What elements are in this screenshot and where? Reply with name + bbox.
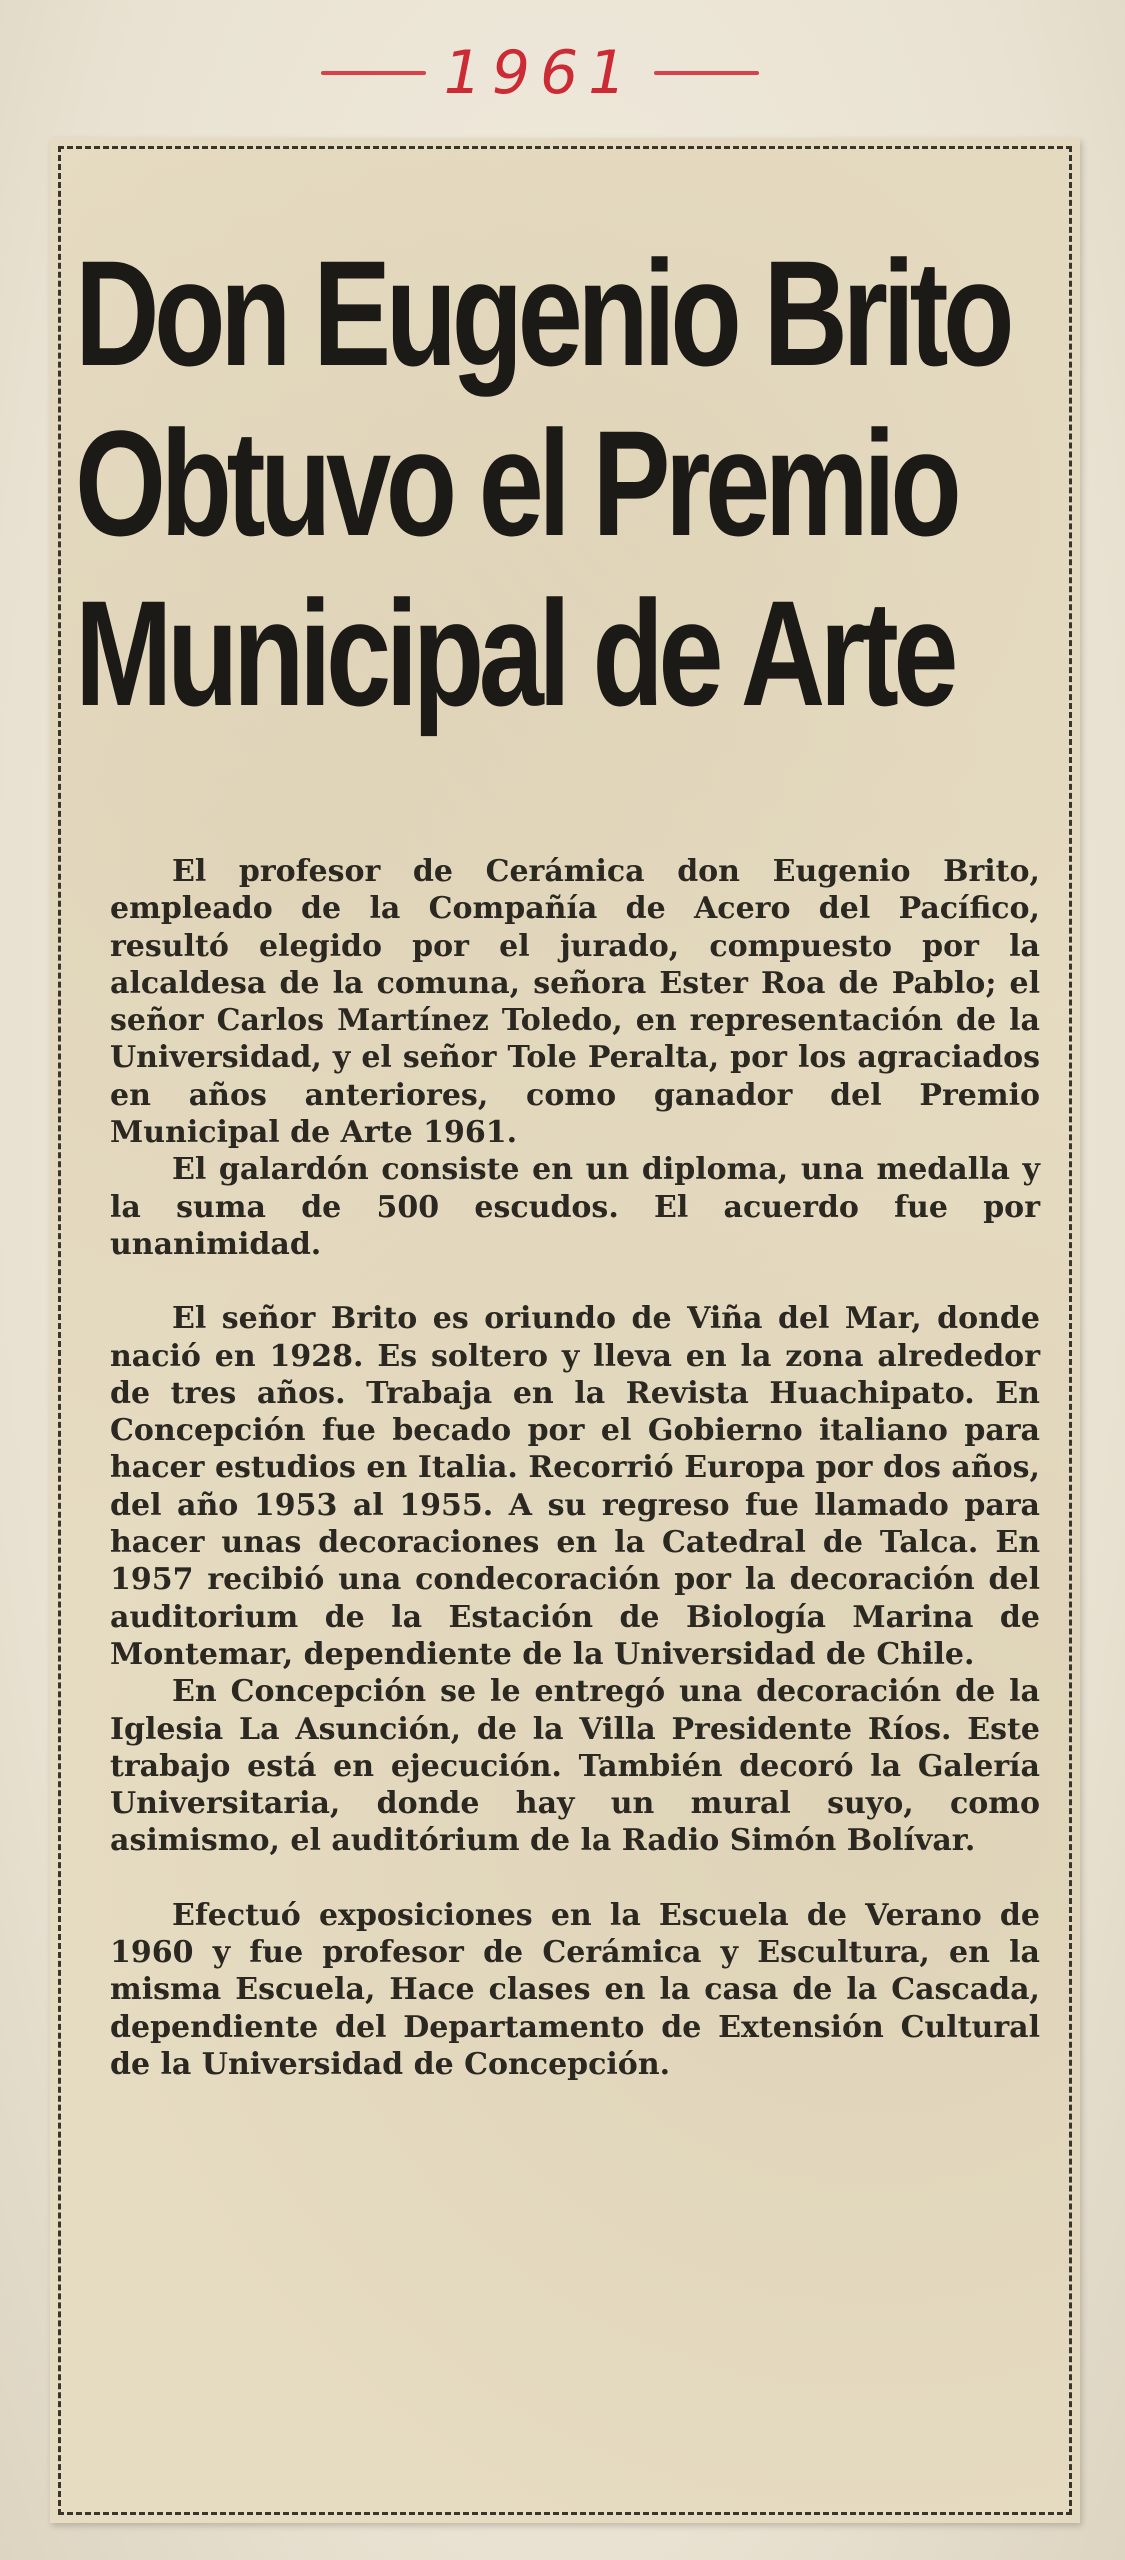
article-paragraph: En Concepción se le entregó una decoración de la Iglesia La Asunción, de la Villa Presidente Ríos. Este trabajo está en ejecución. También decoró la Galería Universitaria, donde hay un mural suyo, como asimismo, el auditórium de la Radio Simón Bolívar. [110, 1674, 1040, 1859]
headline-line-3: Municipal de Arte [75, 569, 953, 737]
year-text: 1961 [443, 38, 637, 108]
headline-line-2: Obtuvo el Premio [75, 399, 957, 567]
article-paragraph: El señor Brito es oriundo de Viña del Mar, donde nació en 1928. Es soltero y lleva en la zona alrededor de tres años. Trabaja en la Revista Huachipato. En Concepción fue becado por el Gobierno italiano para hacer estudios en Italia. Recorrió Europa por dos años, del año 1953 al 1955. A su regreso fue llamado para hacer unas decoraciones en la Catedral de Talca. En 1957 recibió una condecoración por la decoración del auditorium de la Estación de Biología Marina de Montemar, dependiente de la Universidad de Chile. [110, 1301, 1040, 1672]
handwritten-year-annotation [280, 28, 800, 118]
newspaper-clipping [50, 138, 1080, 2523]
dash-left [321, 71, 426, 75]
headline [75, 228, 1010, 738]
dash-right [654, 71, 759, 75]
article-paragraph: El profesor de Cerámica don Eugenio Brito, empleado de la Compañía de Acero del Pacífico, resultó elegido por el jurado, compuesto por la alcaldesa de la comuna, señora Ester Roa de Pablo; el señor Carlos Martínez Toledo, en representación de la Universidad, y el señor Tole Peralta, por los agraciados en años anteriores, como ganador del Premio Municipal de Arte 1961. [110, 854, 1040, 1151]
headline-line-1: Don Eugenio Brito [75, 229, 1010, 397]
article-paragraph: El galardón consiste en un diploma, una medalla y la suma de 500 escudos. El acuerdo fue por unanimidad. [110, 1152, 1040, 1262]
article-paragraph: Efectuó exposiciones en la Escuela de Verano de 1960 y fue profesor de Cerámica y Escultura, en la misma Escuela, Hace clases en la casa de la Cascada, dependiente del Departamento de Extensión Cultural de la Universidad de Concepción. [110, 1897, 1040, 2082]
article-body [110, 853, 1040, 2083]
